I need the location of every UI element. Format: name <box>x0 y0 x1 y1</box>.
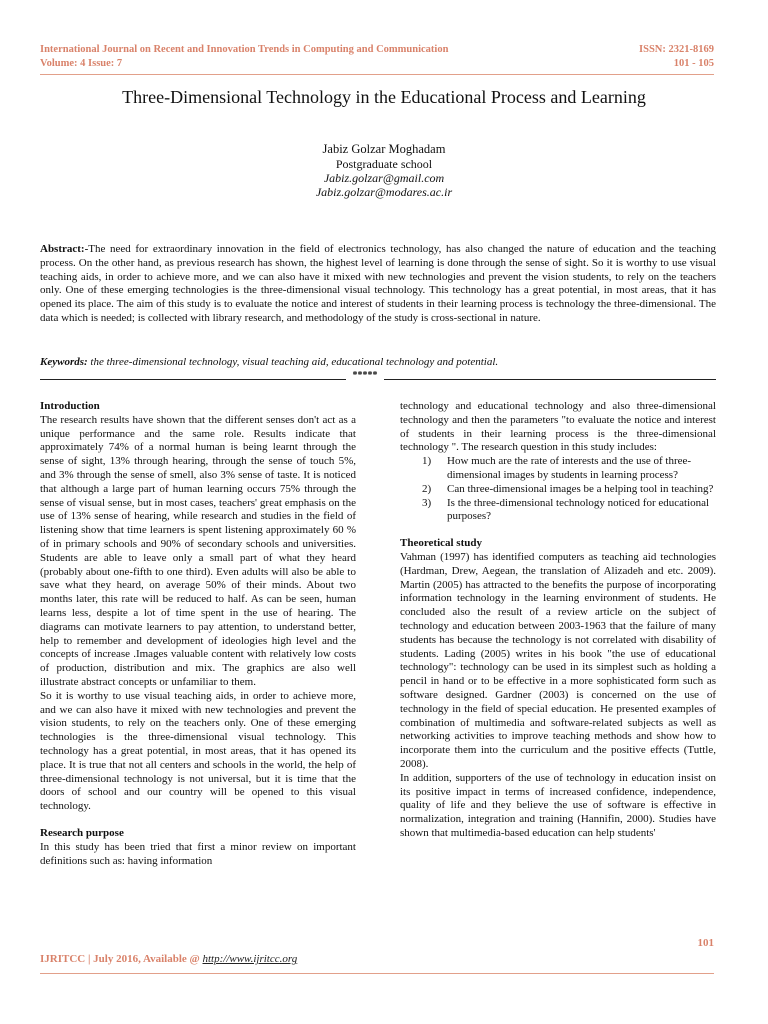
abstract <box>40 243 716 326</box>
footer-prefix: IJRITCC | July 2016, Available @ <box>40 953 203 965</box>
footer <box>40 953 297 965</box>
paper-title: Three-Dimensional Technology in the Educational Process and Learning <box>122 87 646 107</box>
abstract-label: Abstract:- <box>40 243 89 255</box>
introduction-paragraph-1: The research results have shown that the different senses don't act as a unique performance and the same role. Results indicate that approximately 74% of a normal human is being learnt through the sense of sight, 13% through hearing, through the sense of touch 5%, and 3% through the sense of smell, also 3% sense of taste. It is noticed that although a large part of human learning occurs 75% through the sense of visual sense, but in most cases, teachers' great emphasis on the use of 13% sense of hearing, while research and studies in the field of listening show that time learners is spent listening approximately 60 % of in primary schools and 90% of secondary schools and universities. Students are able to leave only a small part of what they heard (probably about one-fifth to one third). Even adults will also be able to save what they heard, on average 50% of their minds. About two months later, this rate will be reduced to half. As can be seen, human learns less, despite a lot of time spent in the use of hearing. The diagrams can motivate learners to pay attention, to understand better, help to remember and development of ideologies high level and the concepts of increase .Images valuable content with relatively low costs of production, distribution and mix. The graphics are also well illustrate abstract concepts or unfamiliar to them. <box>40 413 356 688</box>
theoretical-study-paragraph-1: Vahman (1997) has identified computers as teaching aid technologies (Hardman, Drew, Aegean, the translation of Alizadeh and etc. 2009). Martin (2005) has attracted to the benefits the purpose of incorporating information technology in the learning environment of students. He concluded also the result of a review article on the subject of technology and education between 2003-1963 that the failure of many students has because the technology is not correlated with disability of students. Lading (2005) writes in his book "the use of educational technology": technology can be used in its simplest such as holding a pencil in hand or to be effective in a more sophisticated form such as software designed. Gardner (2003) is concerned on the use of technology in the field of special education. He presented examples of combination of multimedia and software-related subjects as well as networking activities to improve teaching methods and show how to incorporate them into the curriculum and the positive effects (Tuttle, 2008). <box>400 550 716 770</box>
author-name: Jabiz Golzar Moghadam <box>322 142 446 156</box>
introduction-paragraph-2: So it is worthy to use visual teaching aids, in order to achieve more, and we can also have it mixed with new technologies and prevent the vision students, to rely on the teachers only. One of these emerging technologies is the three-dimensional visual technology. This technology has a great potential, in most areas, that it has opened its place. It is true that not all centers and schools in the world, the help of three-dimensional technology is not universal, but it is time that the doors of school and our country will be opened to this visual technology. <box>40 689 356 813</box>
page-number: 101 <box>697 937 714 949</box>
keywords-text: the three-dimensional technology, visual teaching aid, educational technology and potential. <box>87 356 499 368</box>
journal-meta <box>639 43 714 71</box>
separator-line-right <box>384 379 716 380</box>
research-purpose-heading: Research purpose <box>40 826 124 839</box>
list-item: 1) How much are the rate of interests and the use of three-dimensional images by students in learning process? <box>422 455 692 481</box>
theoretical-study-paragraph-2: In addition, supporters of the use of technology in education insist on its positive impact in terms of increased confidence, independence, quality of life and they believe the use of software is effective in normalization, integration and training (Hannifin, 2000). Studies have shown that multimedia-based education can help students' <box>400 771 716 839</box>
research-questions-list <box>400 455 716 524</box>
footer-divider <box>40 973 714 974</box>
left-column <box>40 400 356 868</box>
right-column <box>400 400 716 841</box>
abstract-text: The need for extraordinary innovation in the field of electronics technology, has also changed the nature of education and the teaching process. On the other hand, as previous research has shown, the highest level of learning is done through the sense of sight. So it is worthy to use visual teaching aids, in order to achieve more, and we can also have it mixed with new technologies and prevent the vision students, to rely on the teachers only. One of these emerging technologies is the three-dimensional visual technology. This technology has a great potential, in most areas, that it has opened its place. The aim of this study is to evaluate the notice and interest of students in their learning process is technology the three-dimensional. The data which is needed; is collected with library research, and methodology of the study is cross-sectional in nature. <box>40 243 716 324</box>
journal-volume: Volume: 4 Issue: 7 <box>40 58 123 69</box>
author-affiliation: Postgraduate school <box>335 157 433 171</box>
footer-link[interactable]: http://www.ijritcc.org <box>202 953 298 965</box>
author-block <box>0 142 768 199</box>
research-question-intro: technology and educational technology and also three-dimensional technology and then the parameters "to evaluate the notice and interest of students in their learning process is the three-dimensional technology ". The research question in this study includes: <box>400 400 716 454</box>
journal-name: International Journal on Recent and Innovation Trends in Computing and Communication <box>40 44 449 55</box>
list-item: 2) Can three-dimensional images be a helping tool in teaching? <box>422 482 714 495</box>
issn: ISSN: 2321-8169 <box>639 44 714 55</box>
research-purpose-paragraph: In this study has been tried that first a minor review on important definitions such as: having information <box>40 840 356 867</box>
journal-header <box>40 43 448 71</box>
separator-stars: ***** <box>352 370 378 381</box>
author-email-1: Jabiz.golzar@gmail.com <box>323 171 445 185</box>
theoretical-study-heading: Theoretical study <box>400 537 482 550</box>
keywords-label: Keywords: <box>40 356 88 368</box>
header-divider <box>40 74 714 75</box>
separator-line-left <box>40 379 346 380</box>
section-separator <box>40 370 716 386</box>
introduction-heading: Introduction <box>40 400 100 412</box>
author-email-2: Jabiz.golzar@modares.ac.ir <box>315 185 453 199</box>
list-item: 3) Is the three-dimensional technology noticed for educational purposes? <box>422 496 710 523</box>
page-range: 101 - 105 <box>673 58 714 69</box>
keywords <box>40 355 716 369</box>
